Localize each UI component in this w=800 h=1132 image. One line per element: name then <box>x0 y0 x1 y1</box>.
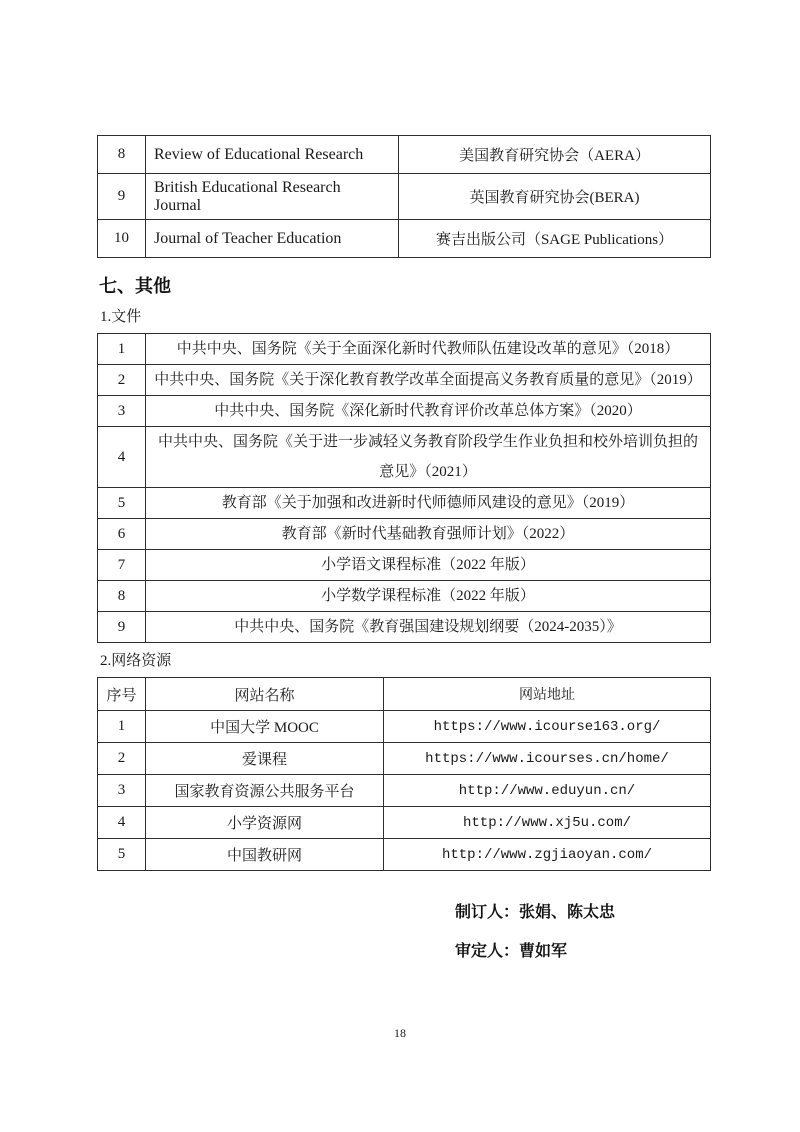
site-name-cell: 国家教育资源公共服务平台 <box>146 775 384 807</box>
column-header-num: 序号 <box>98 678 146 711</box>
row-number-cell: 3 <box>98 396 146 427</box>
approver-line: 审定人：曹如军 <box>455 943 568 960</box>
row-number-cell: 2 <box>98 365 146 396</box>
page-content <box>97 135 710 961</box>
journal-org-cell: 美国教育研究协会（AERA） <box>399 136 711 174</box>
document-title-cell: 小学数学课程标准（2022 年版） <box>146 581 711 612</box>
site-url-cell: https://www.icourse163.org/ <box>384 711 711 743</box>
websites-table <box>97 677 711 871</box>
table-header-row <box>98 678 711 711</box>
document-title-cell: 中共中央、国务院《深化新时代教育评价改革总体方案》（2020） <box>146 396 711 427</box>
table-row <box>98 519 711 550</box>
document-title-cell: 中共中央、国务院《教育强国建设规划纲要（2024-2035）》 <box>146 612 711 643</box>
document-title-cell: 小学语文课程标准（2022 年版） <box>146 550 711 581</box>
table-row <box>98 711 711 743</box>
websites-label: 2.网络资源 <box>100 653 172 669</box>
row-number-cell: 1 <box>98 334 146 365</box>
table-row <box>98 612 711 643</box>
table-row <box>98 220 711 258</box>
site-url-cell: https://www.icourses.cn/home/ <box>384 743 711 775</box>
site-url-cell: http://www.xj5u.com/ <box>384 807 711 839</box>
row-number-cell: 2 <box>98 743 146 775</box>
row-number-cell: 4 <box>98 807 146 839</box>
table-row <box>98 775 711 807</box>
site-name-cell: 中国大学 MOOC <box>146 711 384 743</box>
section-title: 七、其他 <box>99 276 171 296</box>
document-title-cell: 中共中央、国务院《关于全面深化新时代教师队伍建设改革的意见》（2018） <box>146 334 711 365</box>
document-title-cell: 中共中央、国务院《关于进一步减轻义务教育阶段学生作业负担和校外培训负担的意见》（2021） <box>146 427 711 488</box>
page-number: 18 <box>394 1026 406 1040</box>
row-number-cell: 7 <box>98 550 146 581</box>
document-title-cell: 中共中央、国务院《关于深化教育教学改革全面提高义务教育质量的意见》（2019） <box>146 365 711 396</box>
row-number-cell: 8 <box>98 581 146 612</box>
table-row <box>98 550 711 581</box>
table-row <box>98 396 711 427</box>
row-number-cell: 1 <box>98 711 146 743</box>
table-row <box>98 365 711 396</box>
site-url-cell: http://www.zgjiaoyan.com/ <box>384 839 711 871</box>
journal-org-cell: 赛吉出版公司（SAGE Publications） <box>399 220 711 258</box>
table-row <box>98 334 711 365</box>
site-name-cell: 中国教研网 <box>146 839 384 871</box>
row-number-cell: 6 <box>98 519 146 550</box>
column-header-url: 网站地址 <box>384 678 711 711</box>
table-row <box>98 174 711 220</box>
document-title-cell: 教育部《关于加强和改进新时代师德师风建设的意见》（2019） <box>146 488 711 519</box>
row-number-cell: 5 <box>98 488 146 519</box>
journal-name-cell: British Educational Research Journal <box>146 174 399 220</box>
row-number-cell: 4 <box>98 427 146 488</box>
row-number-cell: 5 <box>98 839 146 871</box>
journal-name-cell: Review of Educational Research <box>146 136 399 174</box>
table-row <box>98 581 711 612</box>
row-number-cell: 3 <box>98 775 146 807</box>
table-row <box>98 488 711 519</box>
maker-line: 制订人：张娟、陈太忠 <box>455 904 616 921</box>
table-row <box>98 743 711 775</box>
row-number-cell: 9 <box>98 612 146 643</box>
documents-label: 1.文件 <box>100 309 142 325</box>
document-title-cell: 教育部《新时代基础教育强师计划》（2022） <box>146 519 711 550</box>
row-number-cell: 10 <box>98 220 146 258</box>
table-row <box>98 807 711 839</box>
journal-name-cell: Journal of Teacher Education <box>146 220 399 258</box>
site-name-cell: 小学资源网 <box>146 807 384 839</box>
table-row <box>98 427 711 488</box>
column-header-name: 网站名称 <box>146 678 384 711</box>
site-name-cell: 爱课程 <box>146 743 384 775</box>
journals-table <box>97 135 711 258</box>
table-row <box>98 839 711 871</box>
signature-block <box>97 899 710 961</box>
row-number-cell: 8 <box>98 136 146 174</box>
journal-org-cell: 英国教育研究协会(BERA) <box>399 174 711 220</box>
documents-table <box>97 333 711 643</box>
row-number-cell: 9 <box>98 174 146 220</box>
table-row <box>98 136 711 174</box>
site-url-cell: http://www.eduyun.cn/ <box>384 775 711 807</box>
